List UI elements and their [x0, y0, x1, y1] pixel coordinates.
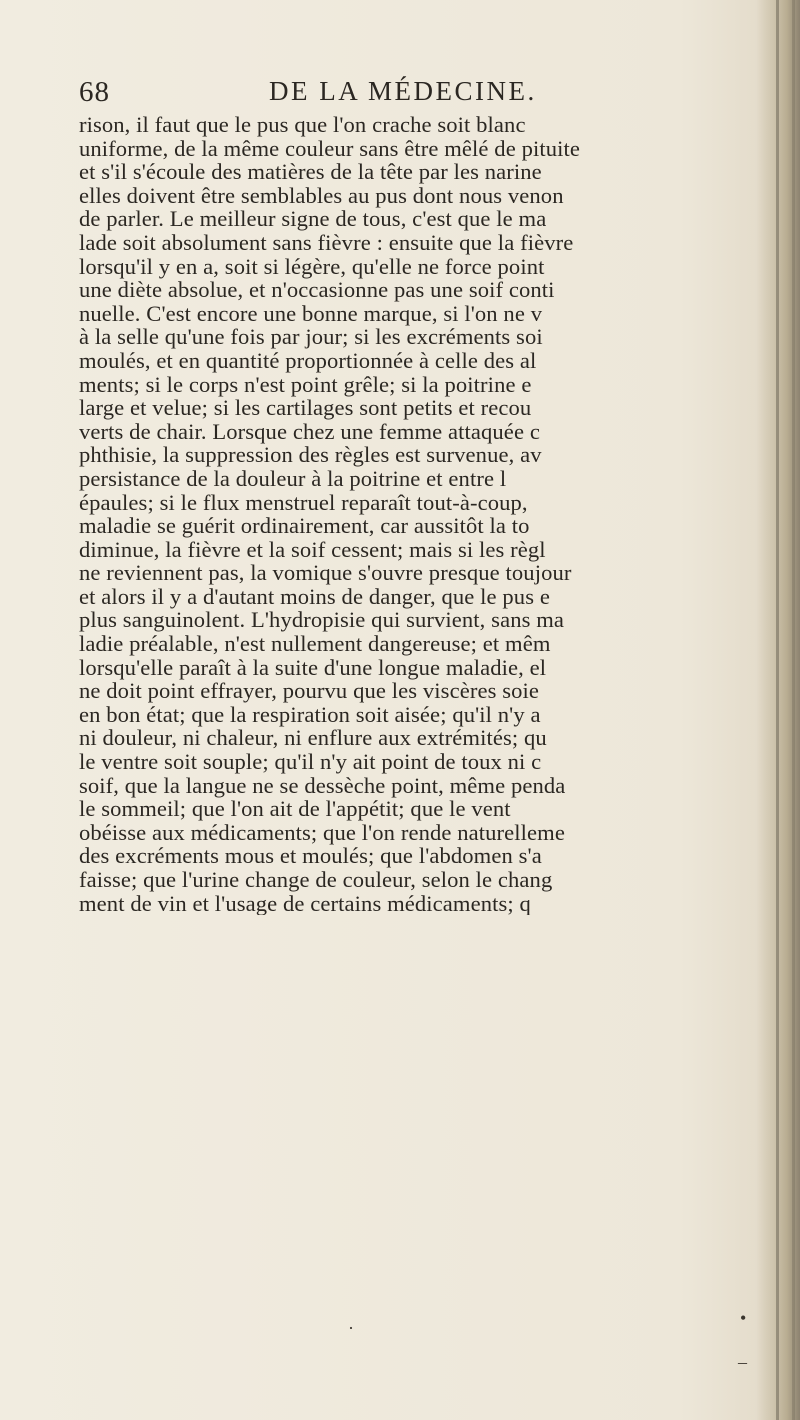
- text-line: lorsqu'il y en a, soit si légère, qu'elle ne force point: [79, 253, 545, 279]
- text-line: rison, il faut que le pus que l'on crache soit blanc: [79, 113, 526, 137]
- text-line: ne reviennent pas, la vomique s'ouvre presque toujour: [79, 560, 572, 586]
- text-line: une diète absolue, et n'occasionne pas une soif conti: [79, 277, 555, 303]
- text-line: large et velue; si les cartilages sont petits et recou: [79, 395, 532, 421]
- text-line: persistance de la douleur à la poitrine et entre l: [79, 465, 507, 491]
- ink-speck: –: [738, 1352, 747, 1372]
- text-line: ne doit point effrayer, pourvu que les viscères soie: [79, 678, 540, 704]
- page-header: [79, 76, 759, 110]
- gutter-edge-line: [776, 0, 779, 1420]
- text-line: à la selle qu'une fois par jour; si les excréments soi: [79, 324, 543, 350]
- text-line: et s'il s'écoule des matières de la tête par les narine: [79, 159, 542, 185]
- text-line: maladie se guérit ordinairement, car aussitôt la to: [79, 513, 530, 539]
- text-line: soif, que la langue ne se dessèche point, même penda: [79, 772, 566, 798]
- text-line: le ventre soit souple; qu'il n'y ait point de toux ni c: [79, 749, 542, 775]
- ink-speck: ·: [348, 1318, 354, 1338]
- text-line: phthisie, la suppression des règles est survenue, av: [79, 442, 542, 468]
- text-line: ladie préalable, n'est nullement dangereuse; et mêm: [79, 631, 551, 657]
- text-line: et alors il y a d'autant moins de danger, que le pus e: [79, 583, 550, 609]
- body-text: [79, 113, 769, 915]
- gutter-edge-line: [792, 0, 795, 1420]
- text-line: faisse; que l'urine change de couleur, selon le chang: [79, 867, 553, 892]
- text-line: elles doivent être semblables au pus dont nous venon: [79, 182, 564, 208]
- text-line: le sommeil; que l'on ait de l'appétit; que le vent: [79, 796, 511, 822]
- ink-speck: •: [740, 1308, 747, 1328]
- text-line: lorsqu'elle paraît à la suite d'une longue maladie, el: [79, 654, 547, 680]
- running-head: DE LA MÉDECINE.: [269, 76, 537, 106]
- text-line: de parler. Le meilleur signe de tous, c'est que le ma: [79, 206, 547, 232]
- text-line: ni douleur, ni chaleur, ni enflure aux extrémités; qu: [79, 725, 547, 751]
- text-line: nuelle. C'est encore une bonne marque, si l'on ne v: [79, 300, 543, 326]
- text-line: ments; si le corps n'est point grêle; si la poitrine e: [79, 371, 532, 397]
- text-line: verts de chair. Lorsque chez une femme attaquée c: [79, 418, 540, 444]
- page-number: 68: [79, 76, 110, 108]
- text-line: ment de vin et l'usage de certains médicaments; q: [79, 890, 531, 916]
- text-line: plus sanguinolent. L'hydropisie qui survient, sans ma: [79, 607, 565, 633]
- text-line: obéisse aux médicaments; que l'on rende naturelleme: [79, 819, 565, 845]
- text-line: moulés, et en quantité proportionnée à celle des al: [79, 347, 537, 373]
- text-line: lade soit absolument sans fièvre : ensuite que la fièvre: [79, 229, 574, 255]
- text-line: épaules; si le flux menstruel reparaît tout-à-coup,: [79, 489, 528, 515]
- text-line: en bon état; que la respiration soit aisée; qu'il n'y a: [79, 701, 541, 727]
- text-line: des excréments mous et moulés; que l'abdomen s'a: [79, 843, 542, 869]
- text-line: uniforme, de la même couleur sans être mêlé de pituite: [79, 135, 581, 161]
- text-line: diminue, la fièvre et la soif cessent; mais si les règl: [79, 536, 546, 562]
